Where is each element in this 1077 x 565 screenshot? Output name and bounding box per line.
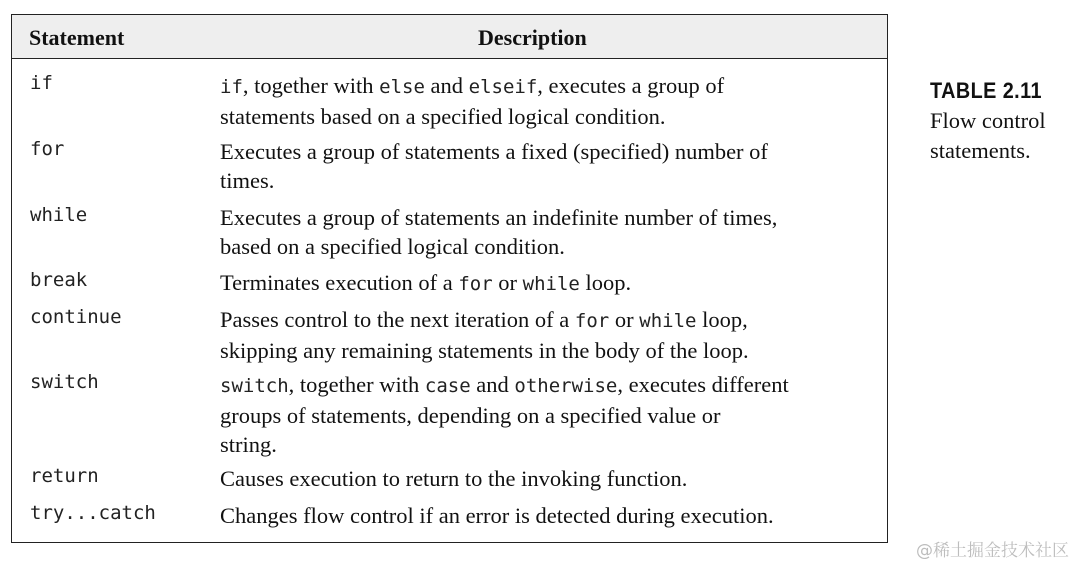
- description-line: [220, 430, 875, 459]
- description-line: [220, 370, 875, 401]
- keyword-code: else: [379, 76, 425, 98]
- description-cell: [220, 370, 875, 459]
- description-text: Executes a group of statements a fixed (specified) number of: [220, 139, 768, 164]
- keyword-code: while: [522, 273, 580, 295]
- description-text: Terminates execution of a: [220, 270, 459, 295]
- description-cell: [220, 305, 875, 365]
- statement-cell: for: [30, 138, 65, 160]
- description-line: [220, 336, 875, 365]
- description-line: [220, 305, 875, 336]
- description-text: loop,: [696, 307, 748, 332]
- description-line: [220, 71, 875, 102]
- watermark: @稀土掘金技术社区: [916, 541, 1069, 561]
- description-cell: [220, 137, 875, 195]
- description-cell: [220, 464, 875, 493]
- description-line: [220, 401, 875, 430]
- description-text: string.: [220, 432, 277, 457]
- description-line: [220, 232, 875, 261]
- table-header: [12, 15, 887, 59]
- statement-cell: return: [30, 465, 99, 487]
- description-line: [220, 203, 875, 232]
- statement-cell: switch: [30, 371, 99, 393]
- description-text: statements based on a specified logical condition.: [220, 104, 666, 129]
- keyword-code: for: [574, 310, 610, 332]
- caption-text: Flow control statements.: [930, 108, 1046, 163]
- keyword-code: switch: [220, 375, 289, 397]
- description-text: and: [470, 372, 515, 397]
- keyword-code: case: [424, 375, 471, 397]
- description-text: , together with: [288, 372, 425, 397]
- description-cell: [220, 268, 875, 299]
- description-line: [220, 501, 875, 530]
- description-text: Causes execution to return to the invoking function.: [220, 466, 688, 491]
- description-text: Executes a group of statements an indefinite number of times,: [220, 205, 778, 230]
- keyword-code: while: [639, 310, 697, 332]
- description-text: or: [492, 270, 523, 295]
- description-text: times.: [220, 168, 275, 193]
- keyword-code: otherwise: [514, 375, 618, 397]
- description-text: loop.: [579, 270, 632, 295]
- description-text: Changes flow control if an error is detected during execution.: [220, 503, 774, 528]
- keyword-code: for: [458, 273, 493, 295]
- flow-control-table: [11, 14, 888, 543]
- description-text: or: [609, 307, 640, 332]
- statement-cell: try...catch: [30, 502, 156, 524]
- description-text: groups of statements, depending on a specified value or: [220, 403, 721, 428]
- description-text: skipping any remaining statements in the body of the loop.: [220, 338, 749, 363]
- description-line: [220, 464, 875, 493]
- description-line: [220, 137, 875, 166]
- table-caption: [930, 78, 1070, 166]
- caption-label: TABLE 2.11: [930, 78, 1042, 103]
- description-cell: [220, 501, 875, 530]
- statement-cell: while: [30, 204, 88, 226]
- description-text: Passes control to the next iteration of a: [220, 307, 575, 332]
- description-text: and: [424, 73, 469, 98]
- description-line: [220, 102, 875, 131]
- description-line: [220, 268, 875, 299]
- description-cell: [220, 203, 875, 261]
- description-line: [220, 166, 875, 195]
- description-text: , executes a group of: [537, 73, 725, 98]
- keyword-code: if: [220, 76, 243, 98]
- description-text: based on a specified logical condition.: [220, 234, 565, 259]
- description-cell: [220, 71, 875, 131]
- keyword-code: elseif: [468, 76, 538, 98]
- statement-cell: break: [30, 269, 88, 291]
- header-description: Description: [478, 25, 587, 50]
- description-text: , executes different: [617, 372, 789, 397]
- description-text: , together with: [242, 73, 380, 98]
- header-statement: Statement: [29, 25, 125, 50]
- statement-cell: if: [30, 72, 53, 94]
- statement-cell: continue: [30, 306, 122, 328]
